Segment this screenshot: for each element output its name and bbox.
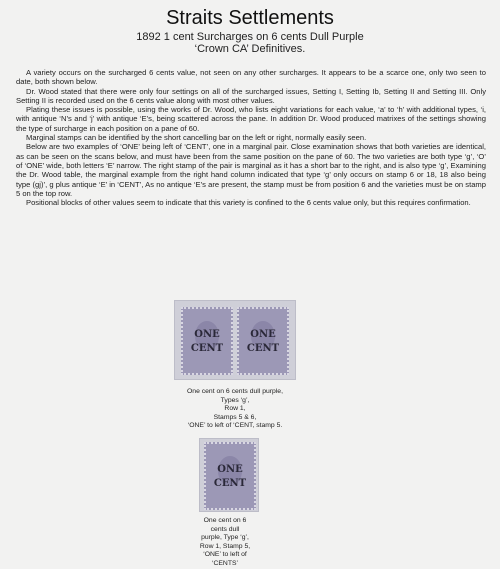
page-title: Straits Settlements [166,7,334,29]
pair-caption [150,388,320,431]
caption-line: One cent on 6 cents dull purple, [187,388,283,395]
caption-line: Stamps 5 & 6, [213,413,257,421]
paragraph: A variety occurs on the surcharged 6 cents value, not seen on any other surcharges. It appears to be a scarce one, only two seen to date, both shown below. [16,68,486,87]
caption-line: One cent on 6 [203,517,247,524]
caption-line: ‘CENTS’ [211,559,239,567]
description-text [16,68,486,207]
paragraph: Dr. Wood stated that there were only four settings on all of the surcharged issues, Setting I, Setting Ib, Setting II and Setting III. Only Setting II is recorded used on the 6 cents value along with most other values. [16,86,486,105]
stamp-right [237,307,289,375]
caption-line: purple, Type ‘g’, [201,534,249,542]
overprint-one: ONE [194,329,220,340]
overprint-cent: CENT [213,478,247,489]
paragraph: Marginal stamps can be identified by the short cancelling bar on the left or right, normally easily seen. [26,133,367,143]
overprint-cent: CENT [190,343,224,354]
single-stamp-image [199,438,259,512]
paragraph: Plating these issues is possible, using the works of Dr. Wood, who lists eight variations for each value, ‘a’ to ‘h’ with additional types, ‘i, with antique ‘N’s and ‘j’ with antique ‘E’s, being scattered across the pane. In addition Dr. Wood produced matrixes of the settings showing the type of surcharge in each position on a pane of 60. [16,105,486,133]
stamp-single [204,442,256,510]
stamp-left [181,307,233,375]
subtitle-line-2: ‘Crown CA’ Definitives. [194,43,306,55]
caption-line: Row 1, [224,405,246,413]
overprint-one: ONE [250,329,276,340]
caption-line: cents dull [210,525,240,533]
caption-line: ‘ONE’ to left of ‘CENT, stamp 5. [187,422,283,430]
caption-line: ‘ONE’ to left of [203,551,247,559]
caption-line: Types ‘g’, [220,396,250,404]
caption-line: Row 1, Stamp 5, [199,542,251,550]
overprint-one: ONE [217,464,243,475]
paragraph: Positional blocks of other values seem to indicate that this variety is confined to the 6 cents value only, but this requires confirmation. [26,198,471,208]
overprint-cent: CENT [246,343,280,354]
paragraph: Below are two examples of ‘ONE’ being left of ‘CENT’, one in a marginal pair. Close examination shows that both varieties are identical, as can be seen on the scans below, and must have been from the same position on the pane of 60. The two varieties are both type ‘g’, ‘O’ of ‘ONE’ wide, both letters ‘E’ narrow. The right stamp of the pair is marginal as it has a short bar to the right, and is also type ‘g’, Examining the Dr. Wood table, the marginal example from the right hand column indicated that type ‘g’ only occurs on stamp 6 or 18, 18 also being type (gj)’, g plus antique ‘E’ in ‘CENT’, As no antique ‘E’s are present, the stamp must be from position 6 and the varieties must be on stamp 5 on the top row. [16,142,486,198]
stamp-pair-image [174,300,296,380]
subtitle-line-1: 1892 1 cent Surcharges on 6 cents Dull Purple [136,31,364,43]
